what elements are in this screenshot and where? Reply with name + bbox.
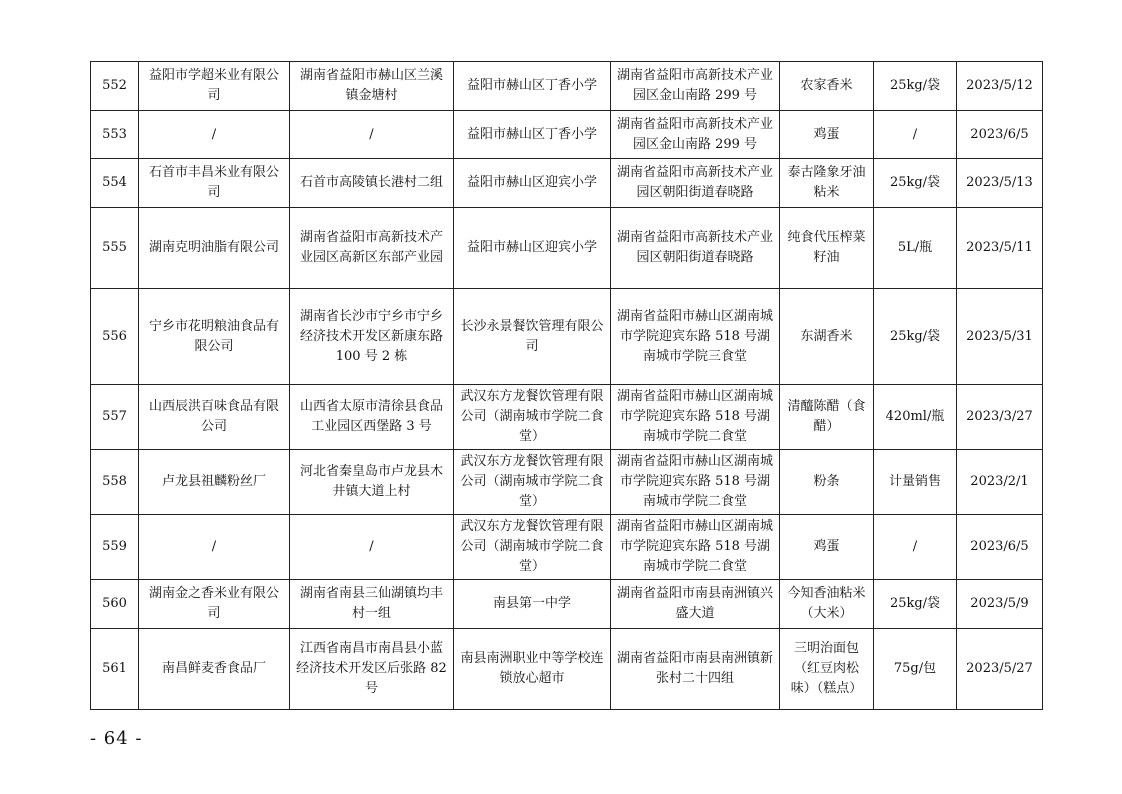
producer-name-cell: / [139,515,290,580]
producer-address-cell: 湖南省益阳市赫山区兰溪镇金塘村 [290,62,454,111]
page-number: - 64 - [90,728,143,749]
production-date-cell: 2023/5/12 [957,62,1043,111]
producer-name-cell: 山西辰洪百味食品有限公司 [139,385,290,450]
spec-cell: 25kg/袋 [874,62,957,111]
producer-address-cell: 江西省南昌市南昌县小蓝经济技术开发区后张路 82 号 [290,629,454,710]
producer-address-cell: 石首市高陵镇长港村二组 [290,159,454,208]
seller-name-cell: 益阳市赫山区丁香小学 [454,111,611,159]
seller-name-cell: 益阳市赫山区迎宾小学 [454,208,611,289]
producer-address-cell: 河北省秦皇岛市卢龙县木井镇大道上村 [290,450,454,515]
spec-cell: 计量销售 [874,450,957,515]
table-row [91,289,1043,385]
producer-address-cell: 山西省太原市清徐县食品工业园区西堡路 3 号 [290,385,454,450]
table-row [91,515,1043,580]
production-date-cell: 2023/5/9 [957,580,1043,629]
producer-name-cell: 宁乡市花明粮油食品有限公司 [139,289,290,385]
row-number-cell: 559 [91,515,139,580]
seller-name-cell: 武汉东方龙餐饮管理有限公司（湖南城市学院二食堂） [454,515,611,580]
product-name-cell: 鸡蛋 [780,111,874,159]
table-row [91,450,1043,515]
production-date-cell: 2023/5/13 [957,159,1043,208]
spec-cell: 25kg/袋 [874,289,957,385]
seller-address-cell: 湖南省益阳市高新技术产业园区金山南路 299 号 [611,111,780,159]
seller-name-cell: 武汉东方龙餐饮管理有限公司（湖南城市学院二食堂） [454,450,611,515]
production-date-cell: 2023/6/5 [957,515,1043,580]
table-row [91,580,1043,629]
producer-name-cell: 湖南金之香米业有限公司 [139,580,290,629]
spec-cell: / [874,111,957,159]
table-row [91,208,1043,289]
seller-name-cell: 益阳市赫山区迎宾小学 [454,159,611,208]
table-row [91,111,1043,159]
producer-name-cell: 湖南克明油脂有限公司 [139,208,290,289]
production-date-cell: 2023/3/27 [957,385,1043,450]
seller-address-cell: 湖南省益阳市赫山区湖南城市学院迎宾东路 518 号湖南城市学院二食堂 [611,385,780,450]
row-number-cell: 560 [91,580,139,629]
seller-address-cell: 湖南省益阳市高新技术产业园区朝阳街道春晓路 [611,159,780,208]
spec-cell: / [874,515,957,580]
producer-name-cell: 益阳市学超米业有限公司 [139,62,290,111]
seller-address-cell: 湖南省益阳市南县南洲镇新张村二十四组 [611,629,780,710]
table-row [91,62,1043,111]
product-name-cell: 东湖香米 [780,289,874,385]
product-name-cell: 今知香油粘米（大米） [780,580,874,629]
seller-address-cell: 湖南省益阳市赫山区湖南城市学院迎宾东路 518 号湖南城市学院二食堂 [611,450,780,515]
product-name-cell: 三明治面包（红豆肉松味）（糕点） [780,629,874,710]
table-row [91,159,1043,208]
row-number-cell: 558 [91,450,139,515]
product-name-cell: 纯食代压榨菜籽油 [780,208,874,289]
producer-address-cell: 湖南省长沙市宁乡市宁乡经济技术开发区新康东路 100 号 2 栋 [290,289,454,385]
seller-name-cell: 南县南洲职业中等学校连锁放心超市 [454,629,611,710]
producer-name-cell: 南昌鲜麦香食品厂 [139,629,290,710]
row-number-cell: 553 [91,111,139,159]
seller-name-cell: 南县第一中学 [454,580,611,629]
producer-address-cell: / [290,515,454,580]
seller-address-cell: 湖南省益阳市赫山区湖南城市学院迎宾东路 518 号湖南城市学院二食堂 [611,515,780,580]
seller-name-cell: 长沙永景餐饮管理有限公司 [454,289,611,385]
producer-address-cell: / [290,111,454,159]
spec-cell: 5L/瓶 [874,208,957,289]
production-date-cell: 2023/5/27 [957,629,1043,710]
producer-name-cell: 卢龙县祖麟粉丝厂 [139,450,290,515]
seller-address-cell: 湖南省益阳市赫山区湖南城市学院迎宾东路 518 号湖南城市学院三食堂 [611,289,780,385]
product-name-cell: 泰古隆象牙油粘米 [780,159,874,208]
production-date-cell: 2023/2/1 [957,450,1043,515]
row-number-cell: 554 [91,159,139,208]
producer-address-cell: 湖南省南县三仙湖镇均丰村一组 [290,580,454,629]
table-row [91,385,1043,450]
row-number-cell: 552 [91,62,139,111]
production-date-cell: 2023/5/31 [957,289,1043,385]
row-number-cell: 561 [91,629,139,710]
spec-cell: 420ml/瓶 [874,385,957,450]
production-date-cell: 2023/6/5 [957,111,1043,159]
product-name-cell: 粉条 [780,450,874,515]
product-name-cell: 农家香米 [780,62,874,111]
seller-name-cell: 益阳市赫山区丁香小学 [454,62,611,111]
seller-address-cell: 湖南省益阳市高新技术产业园区金山南路 299 号 [611,62,780,111]
producer-name-cell: / [139,111,290,159]
producer-name-cell: 石首市丰昌米业有限公司 [139,159,290,208]
production-date-cell: 2023/5/11 [957,208,1043,289]
table-row [91,629,1043,710]
spec-cell: 75g/包 [874,629,957,710]
seller-address-cell: 湖南省益阳市南县南洲镇兴盛大道 [611,580,780,629]
producer-address-cell: 湖南省益阳市高新技术产业园区高新区东部产业园 [290,208,454,289]
seller-address-cell: 湖南省益阳市高新技术产业园区朝阳街道春晓路 [611,208,780,289]
row-number-cell: 555 [91,208,139,289]
seller-name-cell: 武汉东方龙餐饮管理有限公司（湖南城市学院二食堂） [454,385,611,450]
spec-cell: 25kg/袋 [874,580,957,629]
row-number-cell: 556 [91,289,139,385]
food-sampling-table [90,61,1043,710]
spec-cell: 25kg/袋 [874,159,957,208]
product-name-cell: 清醯陈醋（食醋） [780,385,874,450]
row-number-cell: 557 [91,385,139,450]
product-name-cell: 鸡蛋 [780,515,874,580]
